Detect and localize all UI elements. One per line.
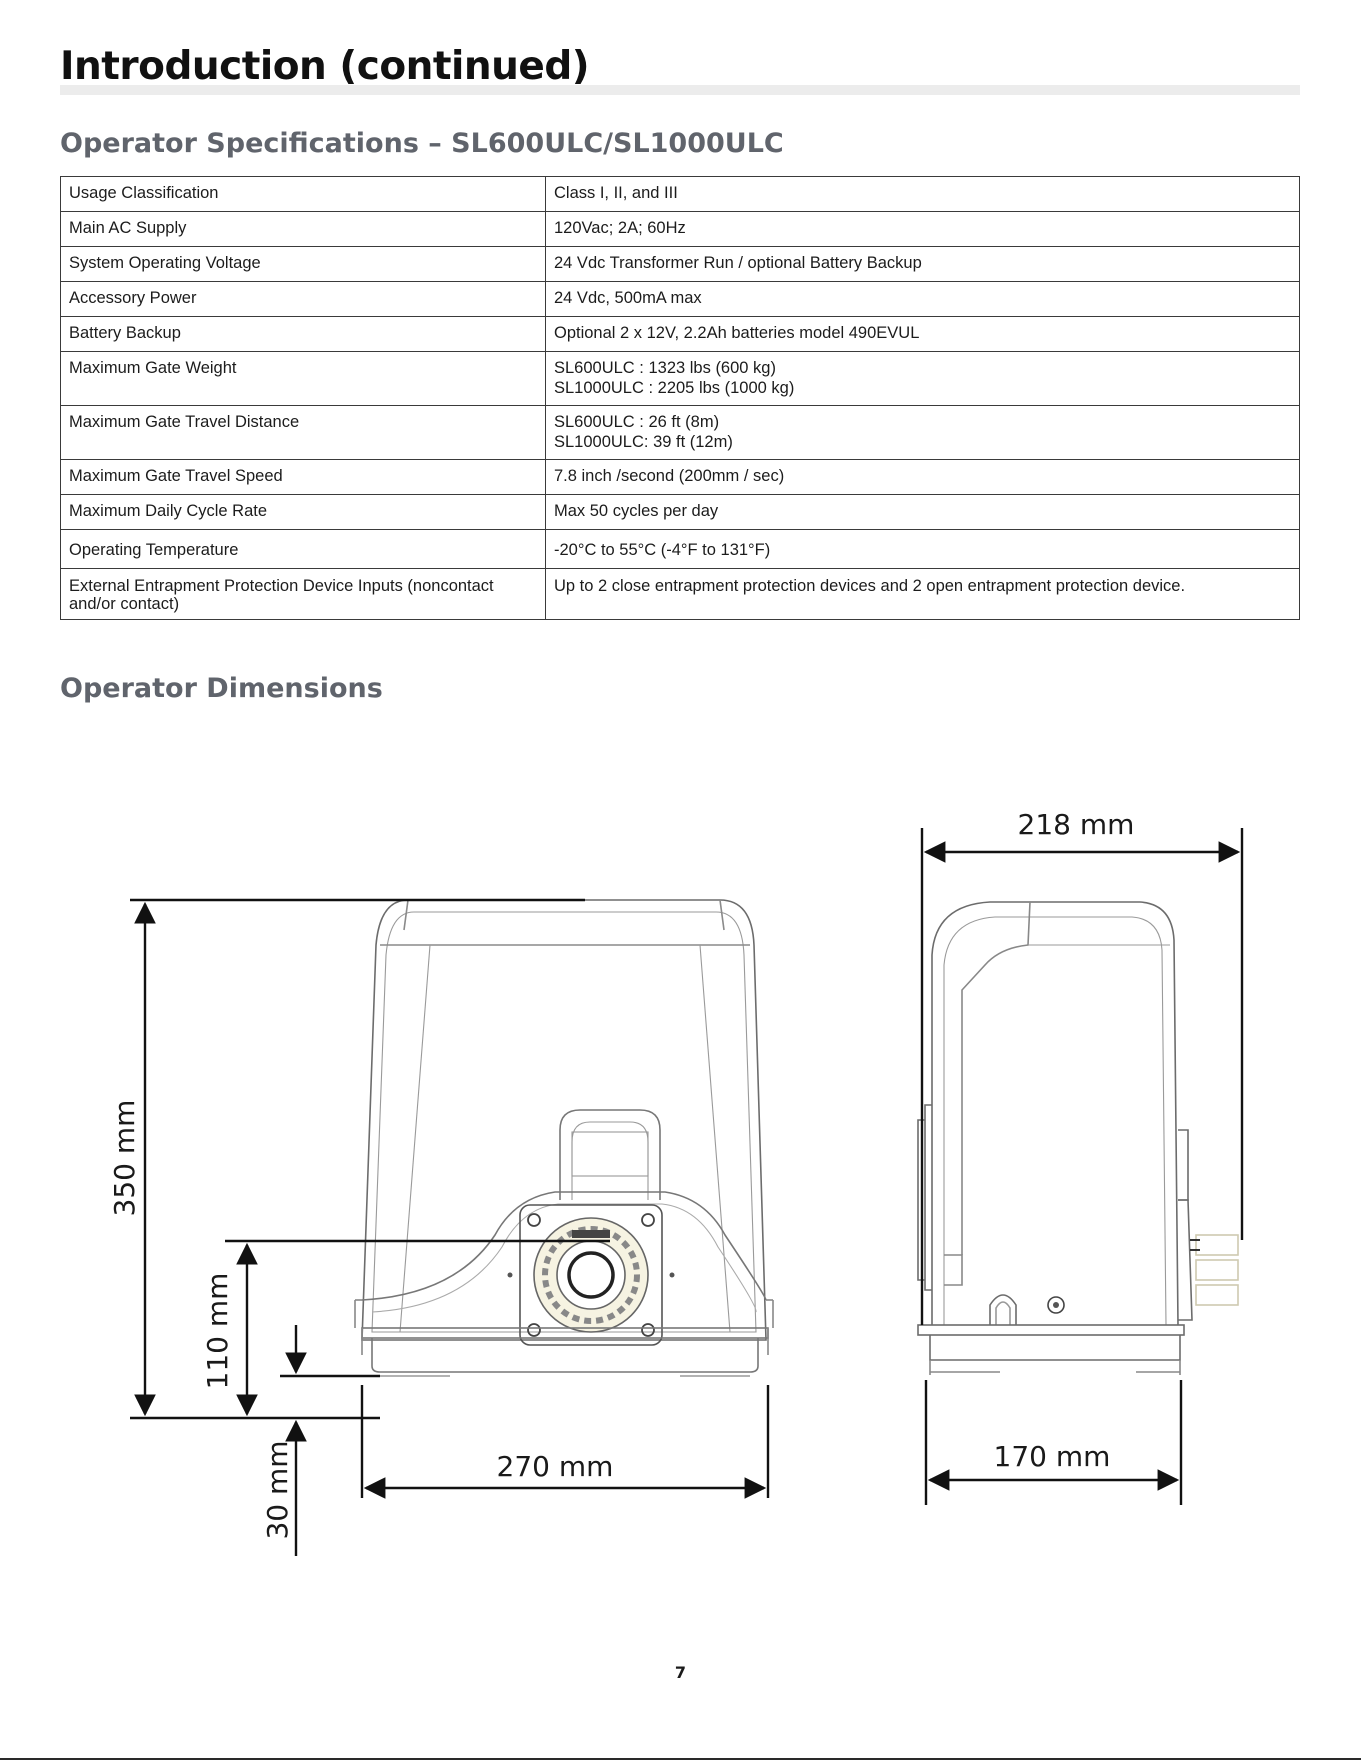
spec-label: External Entrapment Protection Device Inputs (noncontact and/or contact) [61, 569, 546, 620]
spec-label: Accessory Power [61, 282, 546, 317]
specifications-heading: Operator Specifications – SL600ULC/SL1000ULC [60, 128, 784, 159]
table-row [61, 352, 1300, 406]
front-view-drawing [355, 900, 773, 1376]
front-gear-height-label: 110 mm [201, 1272, 234, 1390]
spec-label: Battery Backup [61, 317, 546, 352]
spec-value: SL600ULC : 26 ft (8m) SL1000ULC: 39 ft (12m) [546, 406, 1300, 460]
spec-label: Maximum Gate Weight [61, 352, 546, 406]
page-title-block [60, 44, 1300, 96]
front-base-height-label: 30 mm [261, 1440, 294, 1540]
table-row [61, 569, 1300, 620]
spec-label: Maximum Gate Travel Distance [61, 406, 546, 460]
spec-label: Maximum Daily Cycle Rate [61, 495, 546, 530]
side-top-width-label: 218 mm [1017, 808, 1135, 841]
spec-label: System Operating Voltage [61, 247, 546, 282]
spec-value: -20°C to 55°C (-4°F to 131°F) [546, 530, 1300, 569]
spec-label: Main AC Supply [61, 212, 546, 247]
spec-value: Class I, II, and III [546, 177, 1300, 212]
table-row [61, 247, 1300, 282]
dimensions-heading: Operator Dimensions [60, 673, 383, 704]
spec-value: SL600ULC : 1323 lbs (600 kg) SL1000ULC : 2205 lbs (1000 kg) [546, 352, 1300, 406]
spec-label: Operating Temperature [61, 530, 546, 569]
side-base-width-label: 170 mm [993, 1440, 1111, 1473]
bottom-rule [0, 1758, 1361, 1760]
table-row [61, 282, 1300, 317]
specifications-table [60, 176, 1300, 620]
front-width-label: 270 mm [496, 1450, 614, 1483]
spec-label: Maximum Gate Travel Speed [61, 460, 546, 495]
page-number: 7 [674, 1663, 687, 1682]
front-height-label: 350 mm [108, 1099, 141, 1217]
spec-value: 120Vac; 2A; 60Hz [546, 212, 1300, 247]
table-row [61, 495, 1300, 530]
table-row [61, 406, 1300, 460]
spec-value: 7.8 inch /second (200mm / sec) [546, 460, 1300, 495]
table-row [61, 530, 1300, 569]
spec-label: Usage Classification [61, 177, 546, 212]
spec-value: Max 50 cycles per day [546, 495, 1300, 530]
side-dimension-lines [922, 828, 1242, 1505]
page-title: Introduction (continued) [60, 44, 590, 89]
table-row [61, 460, 1300, 495]
table-row [61, 212, 1300, 247]
spec-value: Up to 2 close entrapment protection devices and 2 open entrapment protection device. [546, 569, 1300, 620]
front-dimension-lines [130, 900, 768, 1556]
table-row [61, 177, 1300, 212]
spec-value: 24 Vdc, 500mA max [546, 282, 1300, 317]
spec-value: 24 Vdc Transformer Run / optional Battery Backup [546, 247, 1300, 282]
operator-dimensions-diagram [0, 780, 1361, 1580]
spec-value: Optional 2 x 12V, 2.2Ah batteries model 490EVUL [546, 317, 1300, 352]
side-view-drawing [918, 902, 1238, 1375]
table-row [61, 317, 1300, 352]
